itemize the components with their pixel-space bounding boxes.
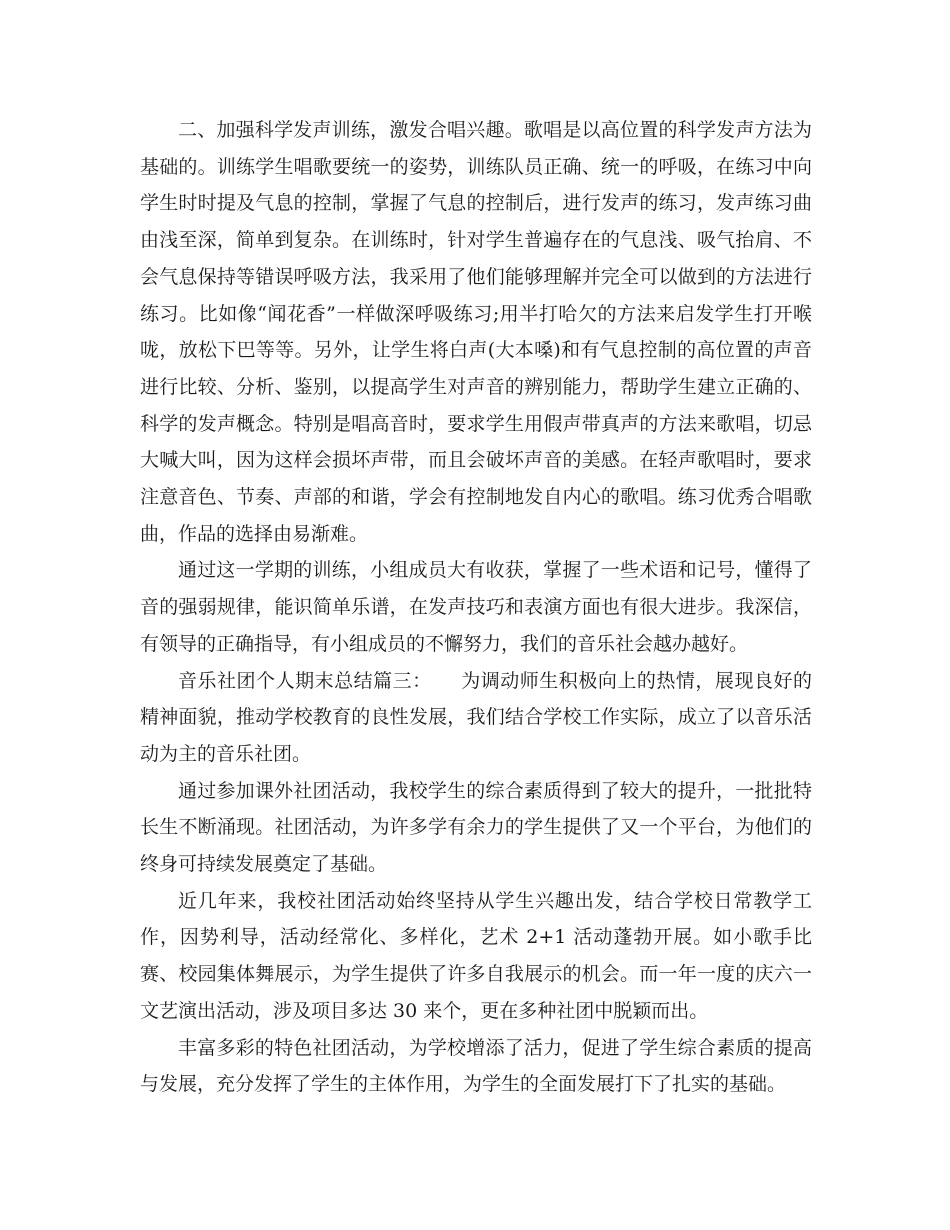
paragraph-conclusion: 丰富多彩的特色社团活动，为学校增添了活力，促进了学生综合素质的提高与发展，充分发挥了学生的主体作用，为学生的全面发展打下了扎实的基础。 [140,1036,812,1096]
paragraph-extracurricular-activities: 通过参加课外社团活动，我校学生的综合素质得到了较大的提升，一批批特长生不断涌现。社团活动，为许多学有余力的学生提供了又一个平台，为他们的终身可持续发展奠定了基础。 [140,779,812,876]
paragraph-recent-years: 近几年来，我校社团活动始终坚持从学生兴趣出发，结合学校日常教学工作，因势利导，活动经常化、多样化，艺术 2+1 活动蓬勃开展。如小歌手比赛、校园集体舞展示，为学生提供了许多自我展示的机会。而一年一度的庆六一文艺演出活动，涉及项目多达 30 来个，更在多种社团中脱颖而出。 [140,889,812,1022]
paragraph-semester-results: 通过这一学期的训练，小组成员大有收获，掌握了一些术语和记号，懂得了音的强弱规律，能识简单乐谱，在发声技巧和表演方面也有很大进步。我深信，有领导的正确指导，有小组成员的不懈努力，我们的音乐社会越办越好。 [140,559,812,655]
paragraph-summary-part-three: 音乐社团个人期末总结篇三： 为调动师生积极向上的热情，展现良好的精神面貌，推动学校教育的良性发展，我们结合学校工作实际，成立了以音乐活动为主的音乐社团。 [140,669,812,765]
document-body [140,112,812,1103]
paragraph-vocal-training: 二、加强科学发声训练，激发合唱兴趣。歌唱是以高位置的科学发声方法为基础的。训练学生唱歌要统一的姿势，训练队员正确、统一的呼吸，在练习中向学生时时提及气息的控制，掌握了气息的控制后，进行发声的练习，发声练习曲由浅至深，简单到复杂。在训练时，针对学生普遍存在的气息浅、吸气抬肩、不会气息保持等错误呼吸方法，我采用了他们能够理解并完全可以做到的方法进行练习。比如像“闻花香”一样做深呼吸练习;用半打哈欠的方法来启发学生打开喉咙，放松下巴等等。另外，让学生将白声(大本嗓)和有气息控制的高位置的声音进行比较、分析、鉴别，以提高学生对声音的辨别能力，帮助学生建立正确的、科学的发声概念。特别是唱高音时，要求学生用假声带真声的方法来歌唱，切忌大喊大叫，因为这样会损坏声带，而且会破坏声音的美感。在轻声歌唱时，要求注意音色、节奏、声部的和谐，学会有控制地发自内心的歌唱。练习优秀合唱歌曲，作品的选择由易渐难。 [140,119,812,545]
